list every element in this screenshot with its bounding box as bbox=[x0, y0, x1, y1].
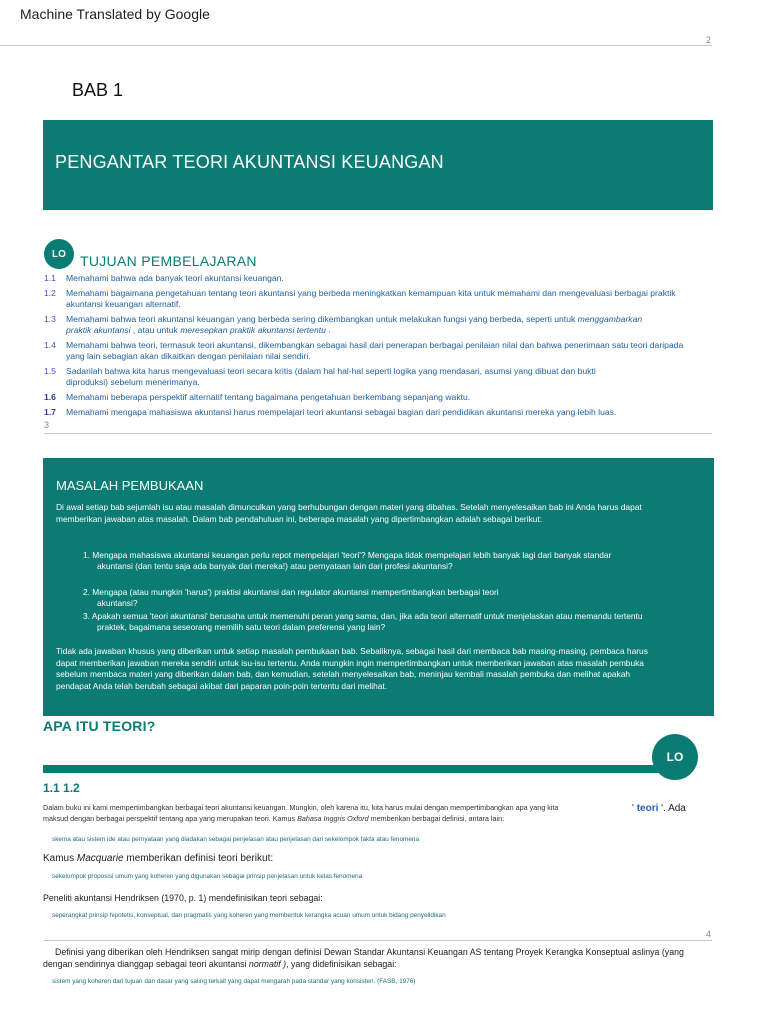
learning-objectives-heading: TUJUAN PEMBELAJARAN bbox=[80, 253, 257, 269]
definition-hendriksen: seperangkat prinsip hipotetis, konseptual, dan pragmatis yang koheren yang membentuk kerangka acuan umum untuk bidang penyelidikan bbox=[52, 912, 446, 919]
definition-macquarie: sekelompok proposisi umum yang koheren yang digunakan sebagai prinsip penjelasan untuk kelas fenomena bbox=[52, 873, 363, 880]
objective-item: 1.1 Memahami bahwa ada banyak teori akuntansi keuangan. bbox=[44, 273, 284, 283]
hendriksen-intro: Peneliti akuntansi Hendriksen (1970, p. 1) mendefinisikan teori sebagai: bbox=[43, 893, 323, 903]
page-number: 4 bbox=[706, 929, 712, 939]
page-number: 3 bbox=[44, 420, 50, 430]
machine-translated-label: Machine Translated by Google bbox=[20, 6, 210, 22]
learning-objectives-list bbox=[44, 273, 716, 422]
definition-fasb: sistem yang koheren dari tujuan dan dasar yang saling terkait yang dapat mengarah pada standar yang konsisten. (FASB, 1976) bbox=[52, 978, 416, 985]
opening-question: 2. Mengapa (atau mungkin 'harus') praktisi akuntansi dan regulator akuntansi mempertimbangkan berbagai teori akuntansi? bbox=[83, 587, 499, 608]
objective-item: 1.5 Sadarilah bahwa kita harus mengevaluasi teori secara kritis (dalam hal hal-hal seperti logika yang mendasari, asumsi yang dibuat dan bukti diproduksi) sebelum menerimanya. bbox=[44, 366, 596, 387]
divider bbox=[0, 45, 712, 46]
fasb-paragraph: Definisi yang diberikan oleh Hendriksen sangat mirip dengan definisi Dewan Standar Akuntansi Keuangan AS tentang Proyek Kerangka Konseptual aslinya (yang dengan sendirinya dianggap sebagai teori akuntansi normatif ), yang didefinisikan sebagai: bbox=[43, 947, 684, 969]
objective-item: 1.2 Memahami bagaimana pengetahuan tentang teori akuntansi yang berbeda meningkatkan kemampuan kita untuk memahami dan mengevaluasi berbagai praktik akuntansi keuangan alternatif. bbox=[44, 288, 676, 309]
section-heading: APA ITU TEORI? bbox=[43, 718, 156, 734]
divider bbox=[44, 940, 712, 941]
section-number: 1.1 1.2 bbox=[43, 781, 80, 795]
objective-item: 1.3 Memahami bahwa teori akuntansi keuangan yang berbeda sering dikembangkan untuk melakukan fungsi yang berbeda, seperti untuk menggambarkan praktik akuntansi , atau untuk meresepkan praktik akuntansi tertentu . bbox=[44, 314, 643, 335]
opening-intro: Di awal setiap bab sejumlah isu atau masalah dimunculkan yang berhubungan dengan materi yang dibahas. Setelah menyelesaikan bab ini Anda harus dapat memberikan jawaban atas masalah. Dalam bab pendahuluan ini, beberapa masalah yang dipertimbangkan adalah sebagai berikut: bbox=[56, 502, 642, 524]
teori-term: ' teori '. Ada bbox=[632, 803, 686, 814]
lo-badge-icon: LO bbox=[44, 239, 74, 269]
chapter-title: PENGANTAR TEORI AKUNTANSI KEUANGAN bbox=[55, 152, 444, 172]
objective-item: 1.6 Memahami beberapa perspektif alternatif tentang bagaimana pengetahuan berkembang sepanjang waktu. bbox=[44, 392, 471, 402]
opening-issues-heading: MASALAH PEMBUKAAN bbox=[56, 478, 204, 493]
page-number: 2 bbox=[706, 35, 712, 45]
opening-outro: Tidak ada jawaban khusus yang diberikan untuk setiap masalah pembukaan bab. Sebaliknya, sebagai hasil dari membaca bab masing-masing, pembaca harus dapat memberikan jawaban mereka sendiri untuk isu-isu tertentu. Anda mungkin ingin mempertimbangkan untuk memberikan jawaban atas masalah pembuka sebelum membaca materi yang diberikan dalam bab, dan kemudian, setelah menyelesaikan bab, meninjau kembali masalah pembuka dan melihat apakah pendapat Anda telah berubah sebagai akibat dari paparan poin-poin tertentu dari melihat. bbox=[56, 646, 648, 691]
lo-badge-icon: LO bbox=[652, 734, 698, 780]
section-bar bbox=[43, 765, 658, 773]
section-paragraph: Dalam buku ini kami mempertimbangkan berbagai teori akuntansi keuangan. Mungkin, oleh karena itu, kita harus mulai dengan mempertimbangkan apa yang kita maksud dengan berbagai perspektif tentang apa yang merupakan teori. Kamus Bahasa Inggris Oxford memberikan berbagai definisi, antara lain: bbox=[43, 803, 559, 823]
chapter-title-banner bbox=[43, 120, 713, 210]
objective-item: 1.4 Memahami bahwa teori, termasuk teori akuntansi, dikembangkan sebagai hasil dari penerapan berbagai penilaian nilai dan bahwa penerimaan satu teori daripada yang lain sebagian akan dikaitkan dengan penilaian nilai sendiri. bbox=[44, 340, 684, 361]
chapter-label: BAB 1 bbox=[72, 80, 124, 100]
definition-oxford: skema atau sistem ide atau pernyataan yang diadakan sebagai penjelasan atau penjelasan dari sekelompok fakta atau fenomena bbox=[52, 836, 419, 843]
opening-issues-box bbox=[43, 458, 714, 716]
objective-item: 1.7 Memahami mengapa mahasiswa akuntansi harus mempelajari teori akuntansi sebagai bagian dari pendidikan akuntansi mereka yang lebih luas. bbox=[44, 407, 617, 417]
macquarie-intro: Kamus Macquarie memberikan definisi teori berikut: bbox=[43, 853, 274, 864]
opening-question: 1. Mengapa mahasiswa akuntansi keuangan perlu repot mempelajari 'teori'? Mengapa tidak mempelajari lebih banyak lagi dari banyak standar akuntansi (dan tentu saja ada banyak dari mereka!) atau pernyataan lain dari profesi akuntansi? bbox=[83, 550, 612, 571]
opening-question: 3. Apakah semua 'teori akuntansi' berusaha untuk memenuhi peran yang sama, dan, jika ada teori alternatif untuk menjelaskan atau memandu tertentu praktek, bagaimana seseorang memilih satu teori dalam preferensi yang lain? bbox=[83, 611, 643, 632]
divider bbox=[44, 433, 712, 434]
